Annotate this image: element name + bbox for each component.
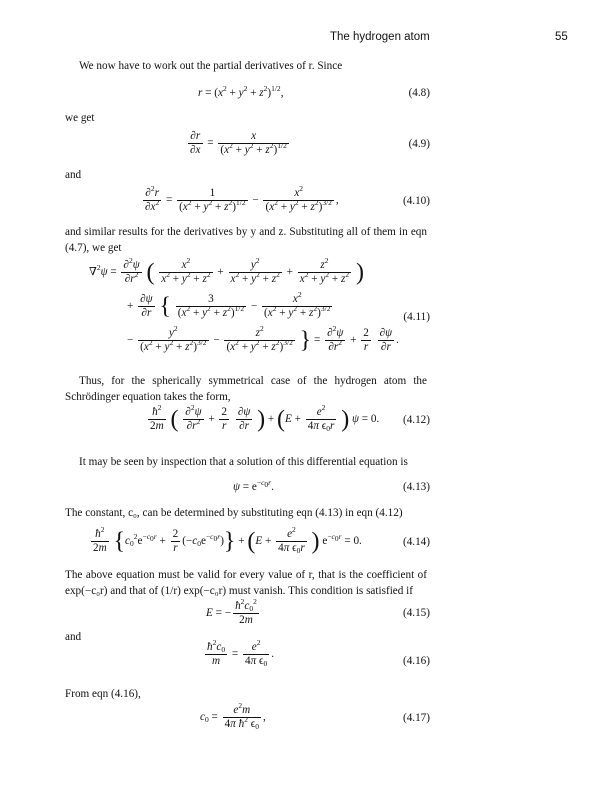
equation-4-10: $\frac{\partial^2r}{\partial x^2}$ = $\frac{1}{(x^2 + y^2 + z^2)^{1/2}}$ − $\frac{x^2}{(x^2 + y^2 + z^2)^{3/2}}$ ,	[145, 184, 339, 213]
equation-number: (4.14)	[402, 536, 430, 548]
equation-number: (4.16)	[402, 655, 430, 667]
equation-4-14: $\frac{ħ^2}{2m}$ {$c_0^2e^{-c_0r}$ + $\frac{2}{r}$ $(-c_0e^{-c_0r})\} + (E$ + $\frac{e^2}{4\pi \epsilon_0r}$ ) $e^{-c_0r} = 0$.	[93, 525, 362, 555]
paragraph-7: The constant, c₀, can be determined by substituting eqn (4.13) in eqn (4.12)	[65, 507, 403, 519]
equation-number: (4.15)	[402, 607, 430, 619]
equation-number: (4.17)	[402, 712, 430, 724]
equation-4-15: E = − $\frac{ħ^2c_0^2}{2m}$	[206, 597, 257, 626]
equation-4-13: $\psi = e^{-c_0r}$.	[233, 478, 274, 493]
equation-number: (4.8)	[408, 87, 430, 99]
paragraph-4: and similar results for the derivatives by y and z. Substituting all of them in eqn (4.7), we get	[65, 226, 427, 255]
equation-number: (4.13)	[402, 481, 430, 493]
equation-number: (4.9)	[408, 138, 430, 150]
paragraph-10: From eqn (4.16),	[65, 688, 141, 700]
paragraph-9: and	[65, 631, 82, 643]
page-number: 55	[555, 31, 568, 43]
equation-4-8: $r = (x^2 + y^2 + z^2)^{1/2}$,	[198, 84, 284, 99]
paragraph-5: Thus, for the spherically symmetrical case of the hydrogen atom the Schrödinger equation takes the form,	[65, 375, 427, 404]
equation-4-9: $\frac{\partial r}{\partial x}$ = $\frac{x}{(x^2 + y^2 + z^2)^{1/2}}$	[190, 130, 287, 156]
equation-number: (4.12)	[402, 414, 430, 426]
equation-4-12: $\frac{ħ^2}{2m}$ ( $\frac{\partial^2\psi}{\partial r^2}$ + $\frac{2}{r}$ $\frac{\partial\psi}{\partial r}$ ) + (E + $\frac{e^2}{4\pi \epsilon_0r}$ ) ψ = 0.	[150, 403, 380, 433]
paragraph-6: It may be seen by inspection that a solution of this differential equation is	[79, 456, 408, 468]
paragraph-2: we get	[65, 112, 95, 124]
paragraph-1: We now have to work out the partial derivatives of r. Since	[79, 60, 343, 72]
paragraph-3: and	[65, 169, 82, 181]
equation-4-17: $c_0$ = $\frac{e^2m}{4\pi ħ^2 \epsilon_0}$ ,	[200, 701, 266, 731]
equation-number: (4.11)	[403, 311, 430, 323]
paragraph-8: The above equation must be valid for every value of r, that is the coefficient of exp(−c₀r) and that of (1/r) exp(−c₀r) must vanish. This condition is satisfied if	[65, 569, 427, 598]
equation-4-11: ∇$^2$ψ = $\frac{\partial^2\psi}{\partial r^2}$ ( $\frac{x^2}{x^2 + y^2 + z^2}$ + $\frac{y^2}{x^2 + y^2 + z^2}$ + $\frac{z^2}{x^2 + y^2 + z^2}$ ) + $\frac{\partial\psi}{\partial r}$ { $\frac{3}{(x^2 + y^2 + z^2)^{1/2}}$ − $\frac{x^2}{(x^2 + y^2 + z^2)^{3/2}}$ − $\frac{y^2}{(x^2 + y^2 + z^2)^{3/2}}$ − $\frac{z^2}{(x^2 + y^2 + z^2)^{3/2}}$ } = $\frac{\partial^2\psi}{\partial r^2}$ + $\frac{2}{r}$ $\frac{\partial\psi}{\partial r}$ .	[89, 255, 399, 354]
equation-number: (4.10)	[402, 195, 430, 207]
equation-4-16: $\frac{ħ^2c_0}{m}$ = $\frac{e^2}{4\pi \epsilon_0}$ .	[207, 638, 275, 668]
running-title: The hydrogen atom	[330, 31, 430, 43]
